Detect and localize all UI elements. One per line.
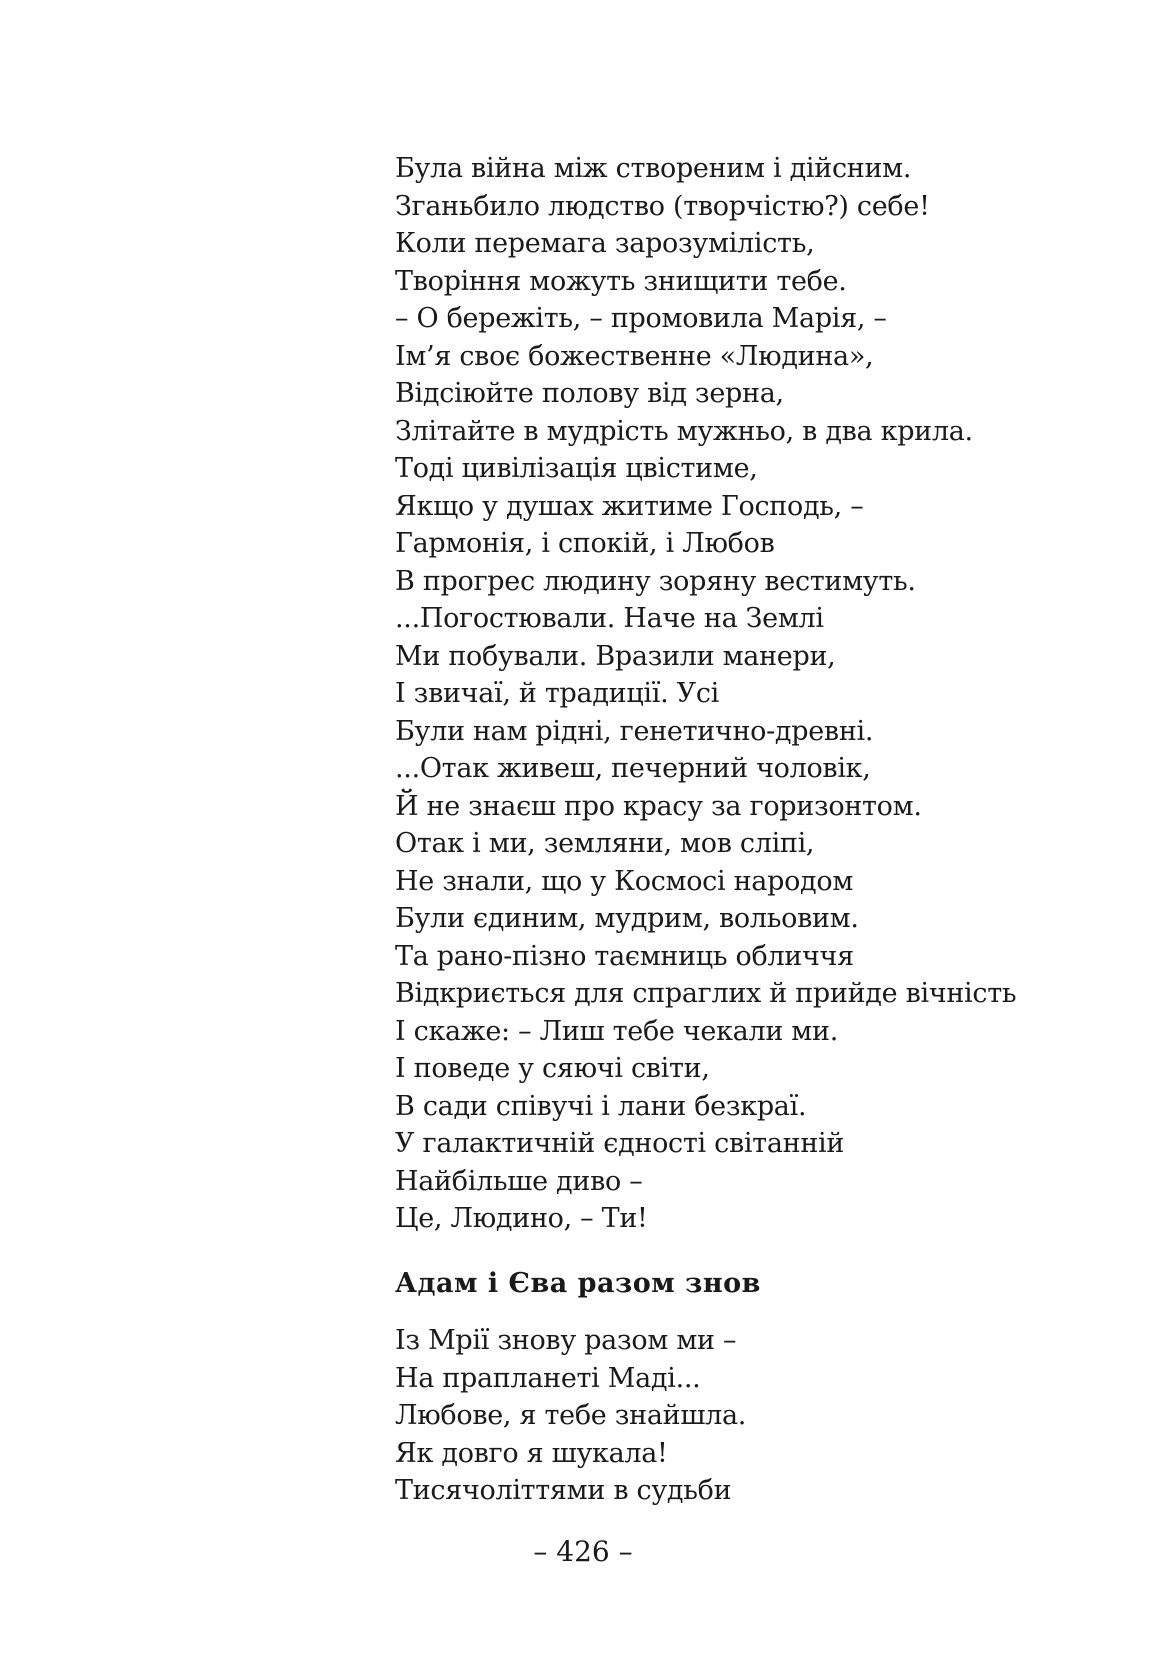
- poem-line: ...Погостювали. Наче на Землі: [395, 603, 824, 634]
- poem-line: Це, Людино, – Ти!: [395, 1203, 648, 1234]
- poem-line: Як довго я шукала!: [395, 1437, 668, 1469]
- poem-line: Та рано-пізно таємниць обличчя: [395, 940, 854, 972]
- page-number: – 426 –: [533, 1535, 633, 1568]
- poem-line: Любове, я тебе знайшла.: [395, 1400, 747, 1431]
- section-title: Адам і Єва разом знов: [395, 1268, 761, 1299]
- poem-line: Ми побували. Вразили манери,: [395, 640, 836, 672]
- poem-line: – О бережіть, – промовила Марія, –: [395, 303, 887, 334]
- poem-line: Зганьбило людство (творчістю?) себе!: [395, 190, 930, 222]
- poem-line: Із Мрії знову разом ми –: [395, 1325, 737, 1356]
- poem-line: Була війна між створеним і дійсним.: [395, 153, 912, 184]
- poem-line: У галактичній єдності світанній: [395, 1128, 845, 1159]
- poem-line: Відкриється для спраглих й прийде вічність: [395, 978, 1017, 1009]
- poem-line: Коли перемага зарозумілість,: [395, 228, 815, 259]
- poem-line: Отак і ми, земляни, мов сліпі,: [395, 828, 815, 859]
- poem-line: І скаже: – Лиш тебе чекали ми.: [395, 1015, 838, 1047]
- poem-line: Злітайте в мудрість мужньо, в два крила.: [395, 415, 973, 447]
- poem-text: [395, 150, 1115, 1238]
- poem-line: В прогрес людину зоряну вестимуть.: [395, 565, 916, 597]
- poem-line: На праплaнеті Маді...: [395, 1362, 701, 1394]
- poem-line: Були нам рідні, генетично-древні.: [395, 715, 874, 747]
- poem-line: Гармонія, і спокій, і Любов: [395, 528, 775, 559]
- poem-line: Найбільше диво –: [395, 1165, 643, 1197]
- poem-line: Тисячоліттями в судьби: [395, 1475, 732, 1506]
- poem-line: ...Отак живеш, печерний чоловік,: [395, 753, 871, 784]
- poem-line: Були єдиним, мудрим, вольовим.: [395, 903, 859, 934]
- poem-line: Якщо у душах житиме Господь, –: [395, 490, 864, 522]
- poem-line: Й не знаєш про красу за горизонтом.: [395, 790, 922, 822]
- poem-line: Тоді цивілізація цвістиме,: [395, 453, 758, 484]
- poem-line: Відсіюйте полову від зерна,: [395, 378, 784, 409]
- poem-line: Ім’я своє божественне «Людина»,: [395, 340, 874, 372]
- poem-line: І звичаї, й традиції. Усі: [395, 678, 720, 709]
- poem-line: В сади співучі і лани безкраї.: [395, 1090, 807, 1122]
- poem-line: І поведе у сяючі світи,: [395, 1053, 710, 1084]
- section-poem-text: [395, 1322, 1115, 1510]
- poem-line: Не знали, що у Космосі народом: [395, 865, 854, 897]
- poem-line: Творіння можуть знищити тебе.: [395, 265, 847, 297]
